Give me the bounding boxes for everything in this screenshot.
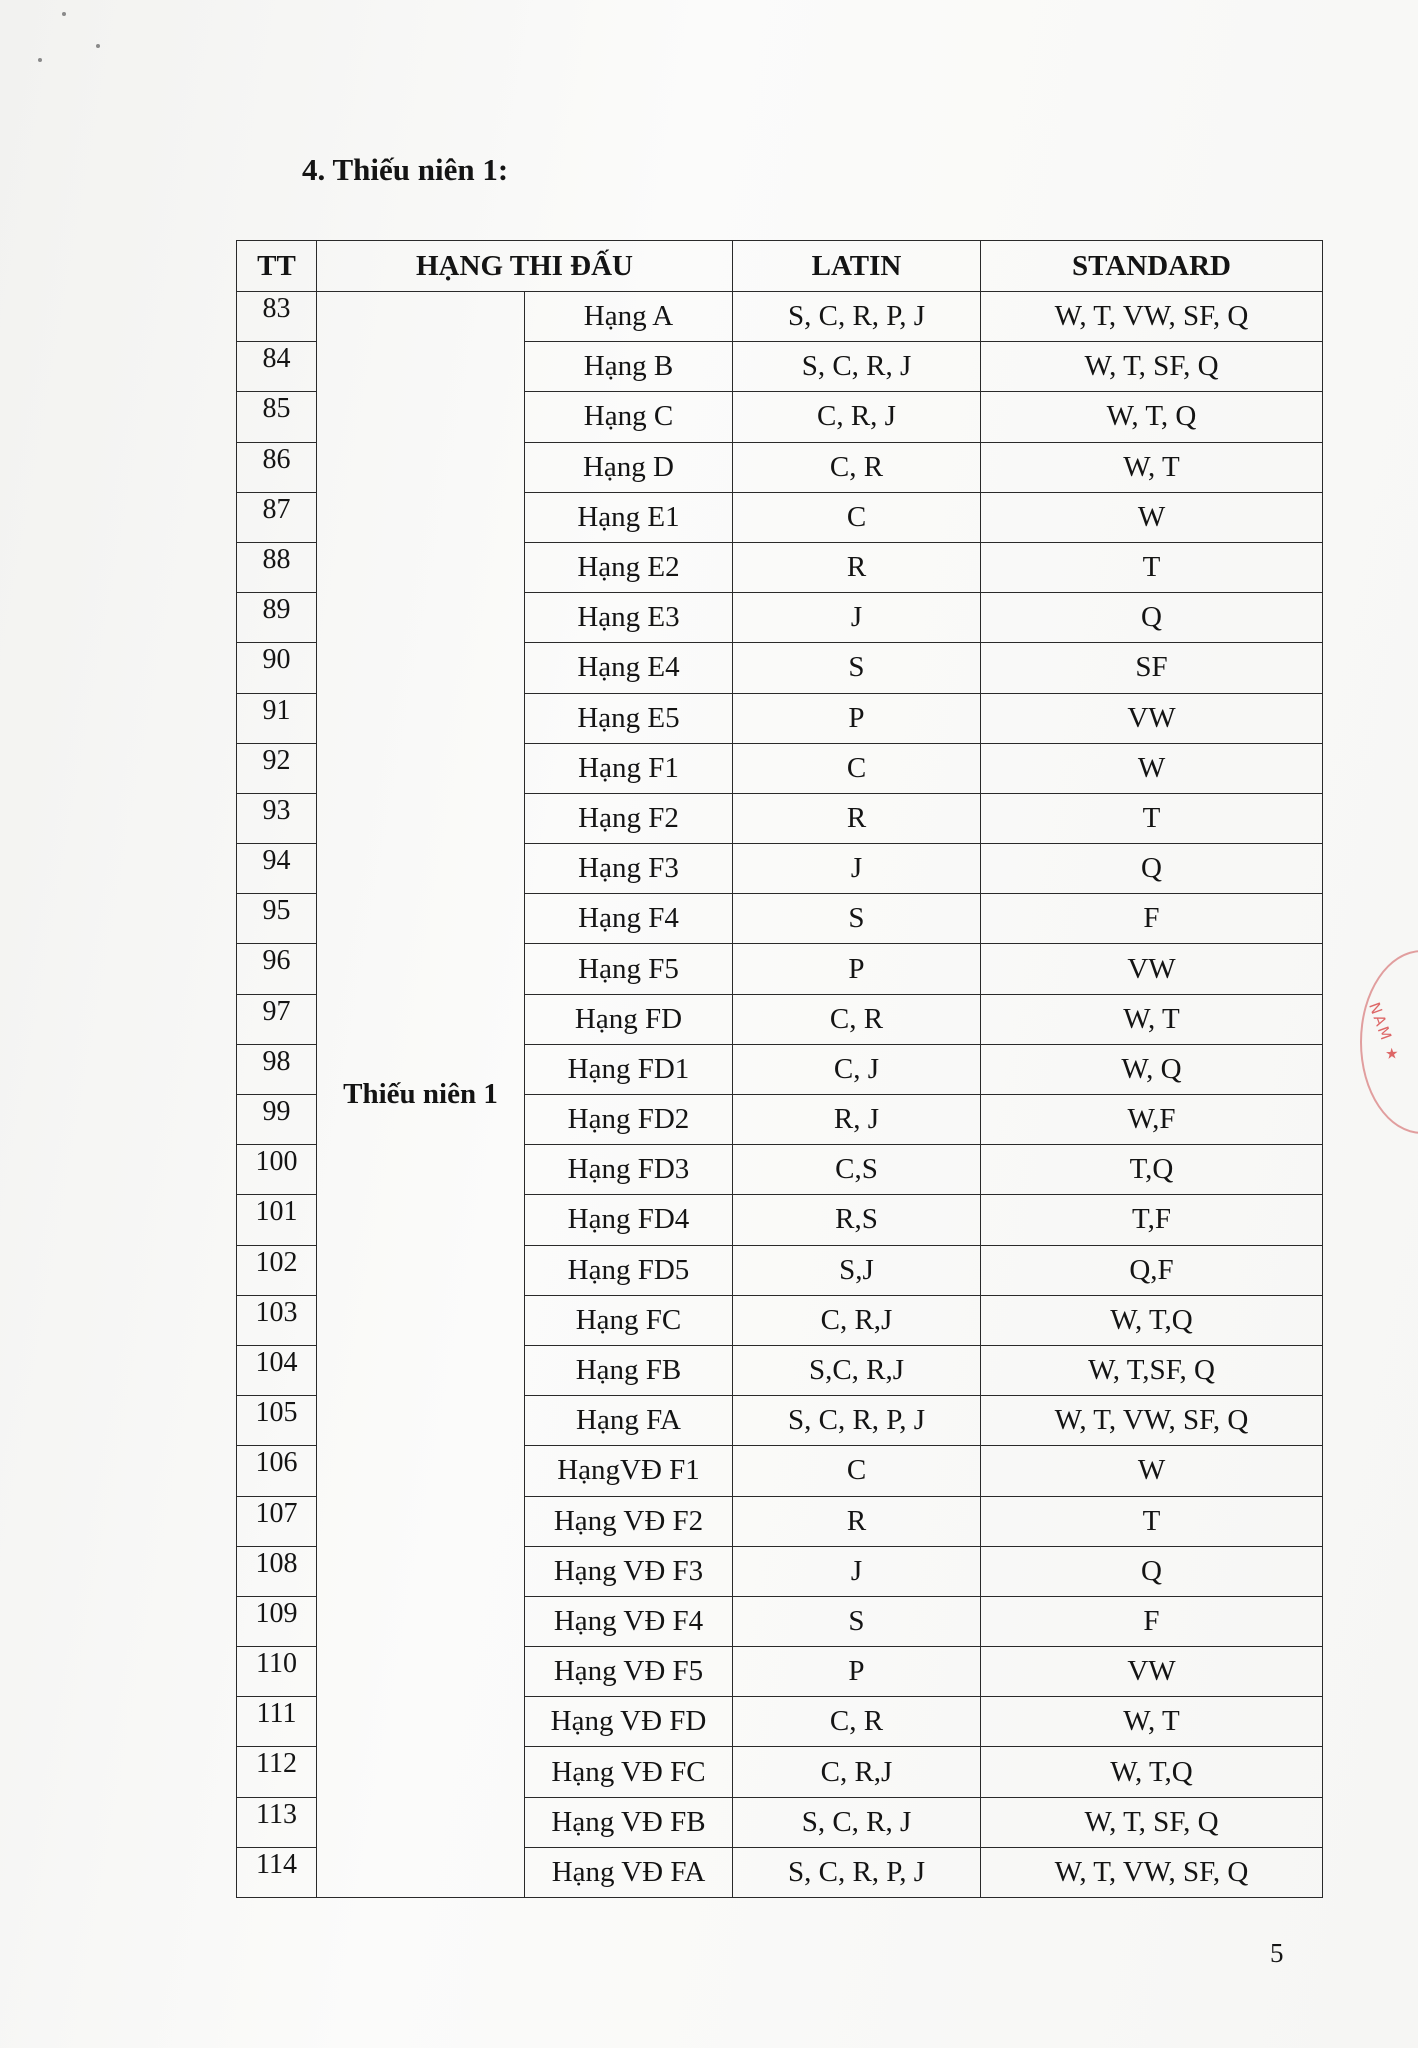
- table-header-row: [237, 241, 1323, 292]
- header-latin: LATIN: [733, 241, 981, 292]
- grade-name: HạngVĐ F1: [525, 1446, 733, 1496]
- grade-name: Hạng VĐ F5: [525, 1647, 733, 1697]
- row-number: 106: [237, 1446, 317, 1496]
- row-number: 97: [237, 994, 317, 1044]
- standard-dances: T: [981, 1496, 1323, 1546]
- paper-speck: [96, 44, 100, 48]
- latin-dances: C, R: [733, 1697, 981, 1747]
- grade-name: Hạng VĐ F3: [525, 1546, 733, 1596]
- latin-dances: R: [733, 1496, 981, 1546]
- latin-dances: S: [733, 1596, 981, 1646]
- latin-dances: S, C, R, J: [733, 1797, 981, 1847]
- grades-table: [236, 240, 1323, 1898]
- grade-name: Hạng F5: [525, 944, 733, 994]
- paper-speck: [62, 12, 66, 16]
- header-grade: HẠNG THI ĐẤU: [317, 241, 733, 292]
- grade-name: Hạng FD1: [525, 1044, 733, 1094]
- standard-dances: W, T,Q: [981, 1747, 1323, 1797]
- latin-dances: C, R,J: [733, 1295, 981, 1345]
- latin-dances: S: [733, 643, 981, 693]
- grade-name: Hạng FD4: [525, 1195, 733, 1245]
- grade-name: Hạng VĐ FB: [525, 1797, 733, 1847]
- standard-dances: W, T, SF, Q: [981, 1797, 1323, 1847]
- latin-dances: C: [733, 1446, 981, 1496]
- section-heading: 4. Thiếu niên 1:: [302, 152, 509, 187]
- row-number: 109: [237, 1596, 317, 1646]
- standard-dances: T: [981, 793, 1323, 843]
- latin-dances: S, C, R, P, J: [733, 292, 981, 342]
- row-number: 99: [237, 1095, 317, 1145]
- row-number: 96: [237, 944, 317, 994]
- standard-dances: Q,F: [981, 1245, 1323, 1295]
- row-number: 100: [237, 1145, 317, 1195]
- row-number: 111: [237, 1697, 317, 1747]
- grade-name: Hạng B: [525, 342, 733, 392]
- row-number: 107: [237, 1496, 317, 1546]
- standard-dances: W, T, SF, Q: [981, 342, 1323, 392]
- latin-dances: C, R: [733, 994, 981, 1044]
- header-standard: STANDARD: [981, 241, 1323, 292]
- standard-dances: W, Q: [981, 1044, 1323, 1094]
- grade-name: Hạng FD: [525, 994, 733, 1044]
- standard-dances: W,F: [981, 1095, 1323, 1145]
- row-number: 91: [237, 693, 317, 743]
- standard-dances: W: [981, 1446, 1323, 1496]
- latin-dances: C, R: [733, 442, 981, 492]
- standard-dances: T,F: [981, 1195, 1323, 1245]
- row-number: 85: [237, 392, 317, 442]
- standard-dances: Q: [981, 593, 1323, 643]
- grade-name: Hạng A: [525, 292, 733, 342]
- row-number: 104: [237, 1345, 317, 1395]
- row-number: 98: [237, 1044, 317, 1094]
- table-body: [237, 292, 1323, 1898]
- grade-name: Hạng E4: [525, 643, 733, 693]
- row-number: 86: [237, 442, 317, 492]
- row-number: 112: [237, 1747, 317, 1797]
- row-number: 105: [237, 1396, 317, 1446]
- row-number: 89: [237, 593, 317, 643]
- row-number: 102: [237, 1245, 317, 1295]
- latin-dances: R, J: [733, 1095, 981, 1145]
- row-number: 94: [237, 844, 317, 894]
- standard-dances: SF: [981, 643, 1323, 693]
- latin-dances: C: [733, 743, 981, 793]
- row-number: 103: [237, 1295, 317, 1345]
- standard-dances: Q: [981, 1546, 1323, 1596]
- grade-name: Hạng VĐ F2: [525, 1496, 733, 1546]
- grade-name: Hạng VĐ F4: [525, 1596, 733, 1646]
- grade-name: Hạng F1: [525, 743, 733, 793]
- standard-dances: W: [981, 743, 1323, 793]
- standard-dances: W, T: [981, 442, 1323, 492]
- row-number: 95: [237, 894, 317, 944]
- row-number: 92: [237, 743, 317, 793]
- standard-dances: VW: [981, 1647, 1323, 1697]
- standard-dances: T,Q: [981, 1145, 1323, 1195]
- row-number: 101: [237, 1195, 317, 1245]
- latin-dances: J: [733, 844, 981, 894]
- grade-name: Hạng C: [525, 392, 733, 442]
- paper-speck: [38, 58, 42, 62]
- grade-name: Hạng VĐ FD: [525, 1697, 733, 1747]
- header-tt: TT: [237, 241, 317, 292]
- grade-name: Hạng FC: [525, 1295, 733, 1345]
- standard-dances: VW: [981, 693, 1323, 743]
- latin-dances: P: [733, 693, 981, 743]
- latin-dances: C,S: [733, 1145, 981, 1195]
- standard-dances: W, T: [981, 1697, 1323, 1747]
- grade-name: Hạng E5: [525, 693, 733, 743]
- latin-dances: S, C, R, J: [733, 342, 981, 392]
- grade-name: Hạng VĐ FC: [525, 1747, 733, 1797]
- grade-name: Hạng D: [525, 442, 733, 492]
- latin-dances: S, C, R, P, J: [733, 1847, 981, 1897]
- standard-dances: VW: [981, 944, 1323, 994]
- grade-name: Hạng E1: [525, 492, 733, 542]
- latin-dances: S: [733, 894, 981, 944]
- standard-dances: W, T: [981, 994, 1323, 1044]
- standard-dances: T: [981, 542, 1323, 592]
- standard-dances: F: [981, 894, 1323, 944]
- grade-name: Hạng FA: [525, 1396, 733, 1446]
- grade-name: Hạng E3: [525, 593, 733, 643]
- row-number: 84: [237, 342, 317, 392]
- latin-dances: R,S: [733, 1195, 981, 1245]
- row-number: 113: [237, 1797, 317, 1847]
- grade-name: Hạng FB: [525, 1345, 733, 1395]
- latin-dances: R: [733, 542, 981, 592]
- standard-dances: Q: [981, 844, 1323, 894]
- row-number: 93: [237, 793, 317, 843]
- row-number: 83: [237, 292, 317, 342]
- standard-dances: W, T, VW, SF, Q: [981, 1396, 1323, 1446]
- row-number: 114: [237, 1847, 317, 1897]
- latin-dances: C, J: [733, 1044, 981, 1094]
- latin-dances: S, C, R, P, J: [733, 1396, 981, 1446]
- grades-table-container: [236, 240, 1322, 1898]
- latin-dances: S,C, R,J: [733, 1345, 981, 1395]
- grade-name: Hạng E2: [525, 542, 733, 592]
- latin-dances: C, R, J: [733, 392, 981, 442]
- grade-name: Hạng F2: [525, 793, 733, 843]
- latin-dances: P: [733, 944, 981, 994]
- standard-dances: W: [981, 492, 1323, 542]
- grade-name: Hạng F4: [525, 894, 733, 944]
- age-group-label: Thiếu niên 1: [317, 292, 525, 1898]
- stamp-text: NAM ★: [1365, 1000, 1404, 1066]
- latin-dances: P: [733, 1647, 981, 1697]
- latin-dances: R: [733, 793, 981, 843]
- standard-dances: W, T,SF, Q: [981, 1345, 1323, 1395]
- page-number: 5: [1270, 1938, 1284, 1968]
- standard-dances: W, T,Q: [981, 1295, 1323, 1345]
- row-number: 87: [237, 492, 317, 542]
- standard-dances: F: [981, 1596, 1323, 1646]
- latin-dances: J: [733, 593, 981, 643]
- latin-dances: C, R,J: [733, 1747, 981, 1797]
- row-number: 88: [237, 542, 317, 592]
- latin-dances: S,J: [733, 1245, 981, 1295]
- grade-name: Hạng F3: [525, 844, 733, 894]
- row-number: 108: [237, 1546, 317, 1596]
- standard-dances: W, T, Q: [981, 392, 1323, 442]
- grade-name: Hạng VĐ FA: [525, 1847, 733, 1897]
- latin-dances: J: [733, 1546, 981, 1596]
- row-number: 110: [237, 1647, 317, 1697]
- grade-name: Hạng FD2: [525, 1095, 733, 1145]
- standard-dances: W, T, VW, SF, Q: [981, 292, 1323, 342]
- grade-name: Hạng FD3: [525, 1145, 733, 1195]
- standard-dances: W, T, VW, SF, Q: [981, 1847, 1323, 1897]
- table-row: [237, 292, 1323, 342]
- grade-name: Hạng FD5: [525, 1245, 733, 1295]
- row-number: 90: [237, 643, 317, 693]
- latin-dances: C: [733, 492, 981, 542]
